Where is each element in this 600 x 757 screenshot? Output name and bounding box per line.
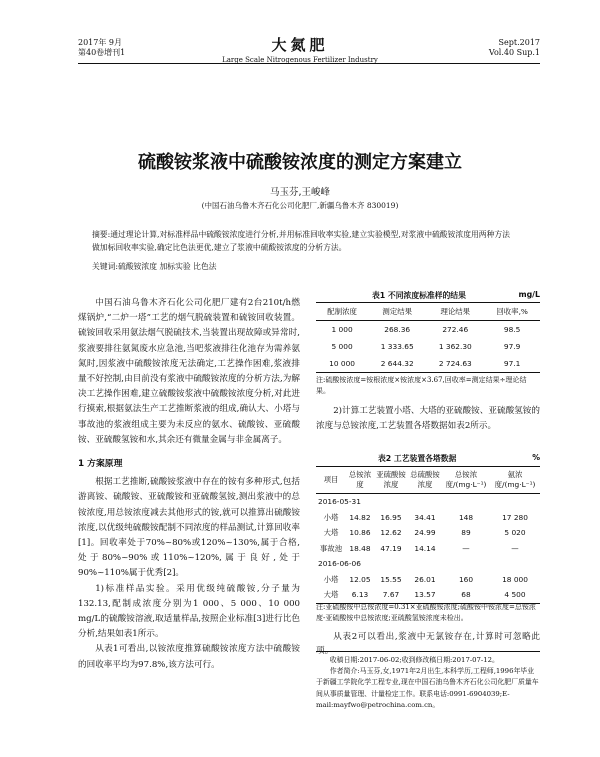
table-row xyxy=(316,338,540,355)
table-cell: 15.55 xyxy=(380,574,402,584)
keywords: 关键词:硫酸铵浓度 加标实验 比色法 xyxy=(92,262,217,271)
table-header-cell: 测定结果 xyxy=(382,307,412,316)
table-cell: 1 000 xyxy=(331,325,353,334)
header-divider xyxy=(78,63,540,64)
header-volume: 第40卷增刊1 xyxy=(78,48,126,57)
table-row xyxy=(316,541,540,557)
table-header-cell: 理论结果 xyxy=(440,307,471,316)
paper-affiliation: (中国石油乌鲁木齐石化公司化肥厂,新疆乌鲁木齐 830019) xyxy=(201,201,399,210)
table-cell: 2 724.63 xyxy=(438,359,472,368)
section1-paragraph-1: 根据工艺推断,硫酸铵浆液中存在的铵有多种形式,包括游离铵、硫酸铵、亚硫酸铵和亚硫酸氢铵,测出浆液中的总铵浓度,用总铵浓度减去其他形式的铵,就可以推算出硫酸铵浓度,以优级纯硫酸铵配制不同浓度的样品测试,计算回收率[1]。回收率处于70%~80%或120%~130%,属于合格,处于80%~90%或110%~120%,属于良好,处于90%~110%属于优秀[2]。 xyxy=(78,477,300,579)
table-header-cell: 氨浓度/(mg·L⁻¹) xyxy=(494,470,536,489)
table-cell: 大塔 xyxy=(323,590,339,600)
section1-paragraph-2: 1)标准样品实验。采用优级纯硫酸铵,分子量为132.13,配制成浓度分别为1 000、5 000、10 000 mg/L的硫酸铵溶液,取适量样品,按照企业标准[3]进行比色分析,结果如表1所示。 xyxy=(78,583,300,640)
table2 xyxy=(316,466,540,604)
table-cell: 47.19 xyxy=(380,543,402,553)
table-cell: 68 xyxy=(461,590,471,600)
table-cell: 小塔 xyxy=(323,574,339,584)
table-header-cell: 亚硫酸铵浓度 xyxy=(376,470,406,489)
table-cell: 1 333.65 xyxy=(380,342,414,351)
table-cell: 10.86 xyxy=(349,528,371,538)
right-paragraph-1: 2)计算工艺装置小塔、大塔的亚硫酸铵、亚硫酸氢铵的浓度与总铵浓度,工艺装置各塔数据如表2所示。 xyxy=(316,406,540,432)
table2-caption: 表2 工艺装置各塔数据 xyxy=(378,454,457,463)
table-cell: 97.9 xyxy=(503,342,521,351)
table-header-cell: 配制浓度 xyxy=(327,307,357,316)
table1-note: 注:硫酸铵浓度=铵根浓度×铵浓度×3.67,回收率=测定结果÷理论结果。 xyxy=(316,376,527,395)
table-cell: 160 xyxy=(458,574,474,584)
table-cell: 7.67 xyxy=(382,590,400,600)
table-row xyxy=(316,525,540,541)
table-cell: 89 xyxy=(461,528,471,538)
table-cell: 24.99 xyxy=(414,528,436,538)
table-cell: 14.82 xyxy=(349,512,371,522)
table-cell: 17 280 xyxy=(502,512,528,522)
table-cell: 98.5 xyxy=(503,325,521,334)
header-date-en: Sept.2017 xyxy=(498,38,540,47)
table-cell: 小塔 xyxy=(323,512,339,522)
table-row xyxy=(316,510,540,526)
table-cell: 97.1 xyxy=(503,359,521,368)
table-row xyxy=(316,321,540,339)
table-cell: 148 xyxy=(458,512,474,522)
table-group-row xyxy=(316,494,540,510)
right-text-1 xyxy=(316,404,540,434)
table2-unit: % xyxy=(532,453,540,462)
table-cell: 2 644.32 xyxy=(380,359,414,368)
left-column xyxy=(78,296,300,673)
paper-authors: 马玉芬,王峻峰 xyxy=(269,187,331,198)
table-cell: 12.62 xyxy=(380,528,402,538)
table-cell: 事故池 xyxy=(319,543,343,553)
section1-paragraph-3: 从表1可看出,以铵浓度推算硫酸铵浓度方法中硫酸铵的回收率平均为97.8%,该方法可行。 xyxy=(78,644,300,670)
footnote xyxy=(316,651,540,711)
table-cell: 5 000 xyxy=(331,342,353,351)
table-cell: 1 362.30 xyxy=(438,342,472,351)
table-row xyxy=(316,587,540,603)
table-cell: 大塔 xyxy=(323,528,339,538)
table-cell: 16.95 xyxy=(380,512,402,522)
table-header-cell: 总铵浓度 xyxy=(348,470,372,489)
table-header-cell: 回收率,% xyxy=(496,307,528,316)
table-row xyxy=(316,572,540,588)
header-date: 2017年 9月 xyxy=(78,38,122,47)
table-cell: 6.13 xyxy=(351,590,369,600)
table-cell: 14.14 xyxy=(414,543,436,553)
footnote-author-bio: 作者简介:马玉芬,女,1971年2月出生,本科学历,工程师,1996年毕业于新疆工学院化学工程专业,现在中国石油乌鲁木齐石化公司化肥厂质量车间从事质量管理、计量检定工作。联系电话:0991-6904039;E-mail:mayfwo@petrochina.com.cn。 xyxy=(316,667,539,709)
table-row xyxy=(316,355,540,373)
section-heading: 1 方案原理 xyxy=(78,459,123,470)
table-header-cell: 项目 xyxy=(323,475,339,484)
table-cell: 18 000 xyxy=(502,574,528,584)
table-cell: 13.57 xyxy=(414,590,436,600)
journal-english-name: Large Scale Nitrogenous Fertilizer Industry xyxy=(222,56,378,64)
table-cell: 272.46 xyxy=(442,325,469,334)
table-cell: 34.41 xyxy=(414,512,436,522)
right-paragraph-2: 从表2可以看出,浆液中无氯铵存在,计算时可忽略此项。 xyxy=(316,632,540,656)
abstract: 摘要:通过理论计算,对标准样品中硫酸铵浓度进行分析,并用标准回收率实验,建立实验模型,对浆液中硫酸铵浓度用两种方法做加标回收率实验,确定比色法更优,建立了浆液中硫酸铵浓度的分析方法。 xyxy=(92,230,510,252)
table-header-cell: 总硫酸铵浓度 xyxy=(410,470,440,489)
table-cell: 10 000 xyxy=(329,359,356,368)
table-cell: 268.36 xyxy=(384,325,411,334)
journal-logo: 大氮肥 xyxy=(271,36,329,54)
table-cell: 5 020 xyxy=(504,528,526,538)
table-header-cell: 总铵浓度/(mg·L⁻¹) xyxy=(445,470,487,489)
footnote-received: 收稿日期:2017-06-02;收到修改稿日期:2017-07-12。 xyxy=(329,656,499,664)
table-cell: — xyxy=(511,543,519,553)
table1-unit: mg/L xyxy=(518,290,540,299)
intro-paragraph: 中国石油乌鲁木齐石化公司化肥厂建有2台210t/h燃煤锅炉,“二炉一塔”工艺的烟气脱硫装置和硫铵回收装置。硫铵回收采用氨法烟气脱硫技术,当装置出现故障或异常时,浆液要排往氨氮废水应急池,当吧浆液排往化池存为需养氨氮时,因浆液中硫酸铵浓度无法确定,工艺操作困难,浆液排量不好控制,由目前没有浆液中硫酸铵浓度的分析方法,为解决工艺操作困难,建立硫酸铵浆液中硫酸铵浓度分析,对此进行摸索,根据氨法生产工艺推断浆液的组成,确认大、小塔与事故池的浆液组成主要为未反应的氨水、硫酸铵、亚硫酸铵、亚硫酸氢铵和水,其余还有微量金属与非金属离子。 xyxy=(78,298,300,445)
table2-header-row xyxy=(316,467,540,494)
table-group-date: 2016-06-06 xyxy=(318,559,361,569)
table-group-row xyxy=(316,556,540,572)
paper-title: 硫酸铵浆液中硫酸铵浓度的测定方案建立 xyxy=(138,152,462,173)
table1-caption: 表1 不同浓度标准样的结果 xyxy=(372,291,466,300)
header-volume-en: Vol.40 Sup.1 xyxy=(488,48,540,57)
table-cell: 26.01 xyxy=(414,574,436,584)
table-cell: 18.48 xyxy=(349,543,371,553)
header-issue-info-en xyxy=(489,38,540,58)
table-cell: 4 500 xyxy=(504,590,526,600)
table-cell: — xyxy=(462,543,470,553)
table-group-date: 2016-05-31 xyxy=(318,497,361,507)
table-cell: 12.05 xyxy=(349,574,371,584)
table1 xyxy=(316,302,540,373)
table2-note: 注:亚硫酸铵中总铵浓度=0.31×亚硫酸铵浓度;硫酸铵中铵浓度=总铵浓度-亚硫酸铵中总铵浓度;亚硫酸氢铵浓度未检出。 xyxy=(316,603,536,622)
table1-header-row xyxy=(316,303,540,321)
